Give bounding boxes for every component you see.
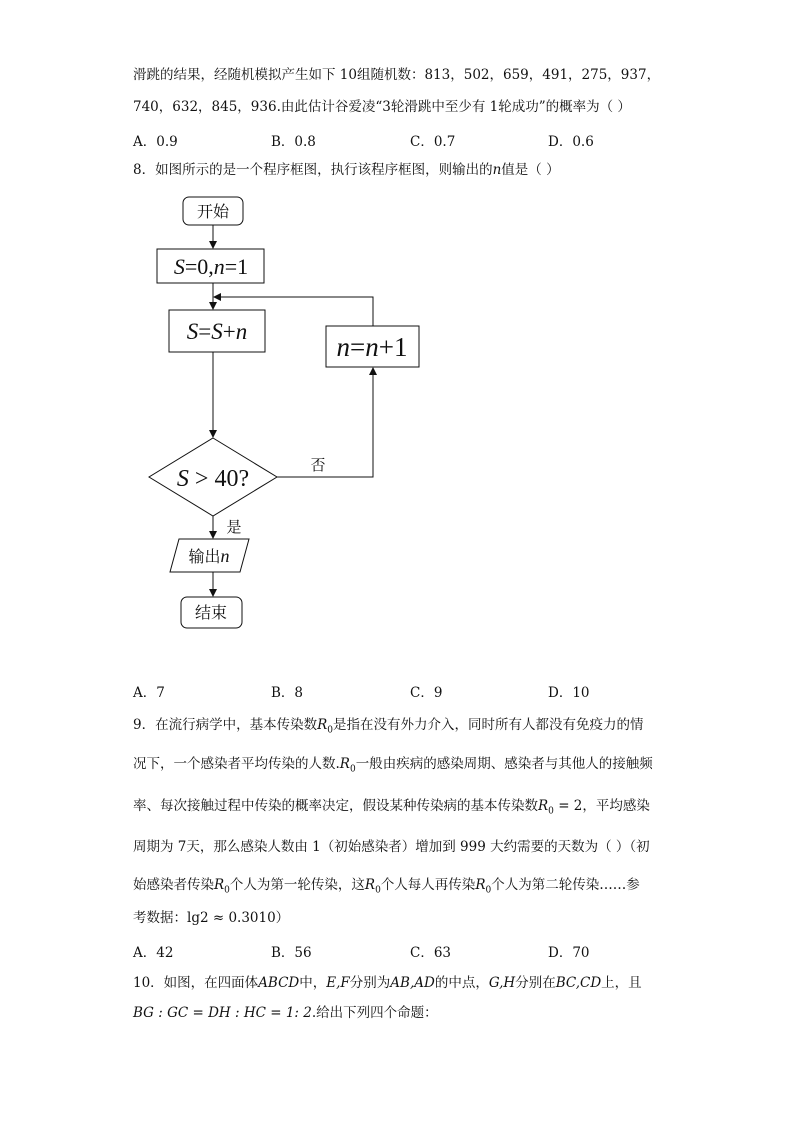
q9-line2 [133,755,653,779]
q10-line2-b: .给出下列四个命题： [311,1005,438,1021]
q9-line3-b: = 2 [553,798,583,814]
q10-line1-d: 的中点， [434,975,489,991]
q9-line3-a: 率、每次接触过程中传染的概率决定，假设某种传染病的基本传染数 [133,798,538,814]
q9-r0 [339,756,356,775]
q10-bccd: BC,CD [555,975,602,991]
q8-option-d: D．10 [548,685,590,701]
q7-stem-line1: 滑跳的结果，经随机模拟产生如下 10组随机数：813，502，659，491，275，937， [133,67,661,83]
q7-option-b: B．0.8 [271,134,316,150]
q9-r0-sub: 0 [327,725,333,736]
flow-inc-plus1: +1 [378,332,408,362]
flow-sum-s2: S [211,319,223,344]
q9-r0 [317,717,333,736]
flow-inc-n2: n [365,332,379,362]
q9-option-b: B．56 [271,945,312,961]
q9-option-a: A．42 [133,945,174,961]
q9-line4: 周期为 7天，那么感染人数由 1（初始感染者）增加到 999 大约需要的天数为（ ）（初 [133,839,650,855]
q9-r0 [538,798,554,817]
q9-r0 [475,877,492,896]
flow-no-label: 否 [310,456,326,474]
flow-output-text: 输出 [188,547,221,566]
q7-option-a: A．0.9 [133,134,178,150]
q8-options [133,681,693,699]
q9-r0-sub: 0 [548,806,554,817]
q10-ef: E,F [326,975,350,991]
q8-option-a: A．7 [133,685,165,701]
q10-line1-f: 上，且 [601,975,642,991]
q9-r0-letter: R [339,756,350,772]
q9-r0-letter: R [317,717,328,733]
q9-r0-sub: 0 [485,885,492,896]
flow-init-eq2: =1 [224,254,249,279]
flow-init-s: S [173,254,185,279]
q10-ratio: BG : GC = DH : HC = 1: 2 [133,1005,312,1021]
q7-stem-line2: 740，632，845，936.由此估计谷爱凌“3轮滑跳中至少有 1轮成功”的概率为（ ） [133,99,631,115]
q9-option-c: C．63 [410,945,452,961]
flow-condition-label [177,466,249,492]
q9-r0-letter: R [214,877,225,893]
flow-end-label: 结束 [194,603,228,622]
q9-line2-b: 一般由疾病的感染周期、感染者与其他人的接触频 [355,756,653,772]
q9-line5-b: 个人为第一轮传染，这 [229,877,365,893]
q9-line5-c: 个人每人再传染 [380,877,476,893]
q10-line1 [133,974,642,992]
q9-r0 [364,877,381,896]
q8-stem-var: n [492,162,502,178]
q10-abad: AB,AD [390,975,435,991]
q9-options [133,941,693,959]
flow-output-var: n [220,546,230,566]
q10-line1-e: 分别在 [515,975,556,991]
q9-line5-a: 始感染者传染 [133,877,214,893]
flow-inc-eq: = [350,332,366,362]
flow-yes-label: 是 [226,518,242,536]
q10-line1-c: 分别为 [349,975,391,991]
q9-line6: 考数据：lg2 ≈ 0.3010） [133,910,290,926]
flow-sum-eq: = [198,319,212,344]
flow-sum-plus: + [222,319,236,344]
q9-line5 [133,876,640,900]
flow-output-label [188,546,229,566]
q9-line1-b: 是指在没有外力介入，同时所有人都没有免疫力的情 [333,717,644,733]
flow-sum-s1: S [186,319,199,344]
q10-line2 [133,1004,438,1022]
q9-line3 [133,797,650,821]
q8-option-c: C．9 [410,685,443,701]
q7-option-c: C．0.7 [410,134,456,150]
q7-option-d: D．0.6 [548,134,594,150]
q9-option-d: D．70 [548,945,590,961]
q8-stem-text: 8．如图所示的是一个程序框图，执行该程序框图，则输出的 [133,162,493,178]
flow-cond-rest: > 40? [188,466,250,492]
q9-r0-sub: 0 [349,764,356,775]
q9-r0-letter: R [538,798,549,814]
q9-r0 [214,877,230,896]
q8-stem-tail: 值是（ ） [501,162,560,178]
q9-r0-letter: R [475,877,486,893]
q9-line2-a: 况下，一个感染者平均传染的人数. [133,756,340,772]
q9-line5-d: 个人为第二轮传染……参 [491,877,640,893]
q9-r0-letter: R [364,877,376,893]
flow-sum-n: n [235,319,248,344]
q10-line1-b: 中， [299,975,327,991]
flow-init-label [174,254,248,279]
q8-option-b: B．8 [271,685,304,701]
flow-init-n: n [213,254,225,279]
flow-init-eq: =0, [184,254,214,279]
q10-abcd: ABCD [258,975,300,991]
flow-cond-s: S [176,466,189,492]
q9-line3-c: ，平均感染 [582,798,650,814]
flow-inc-n1: n [336,332,351,362]
q9-r0-sub: 0 [224,885,230,896]
q9-line1-a: 9．在流行病学中，基本传染数 [133,717,318,733]
flow-increment-label [337,332,408,362]
flow-sum-label [187,319,247,344]
q9-r0-sub: 0 [375,885,381,896]
q10-line1-a: 10．如图，在四面体 [133,975,259,991]
q9-line1 [133,716,644,740]
q10-gh: G,H [488,975,516,991]
flow-start-label: 开始 [196,202,230,221]
